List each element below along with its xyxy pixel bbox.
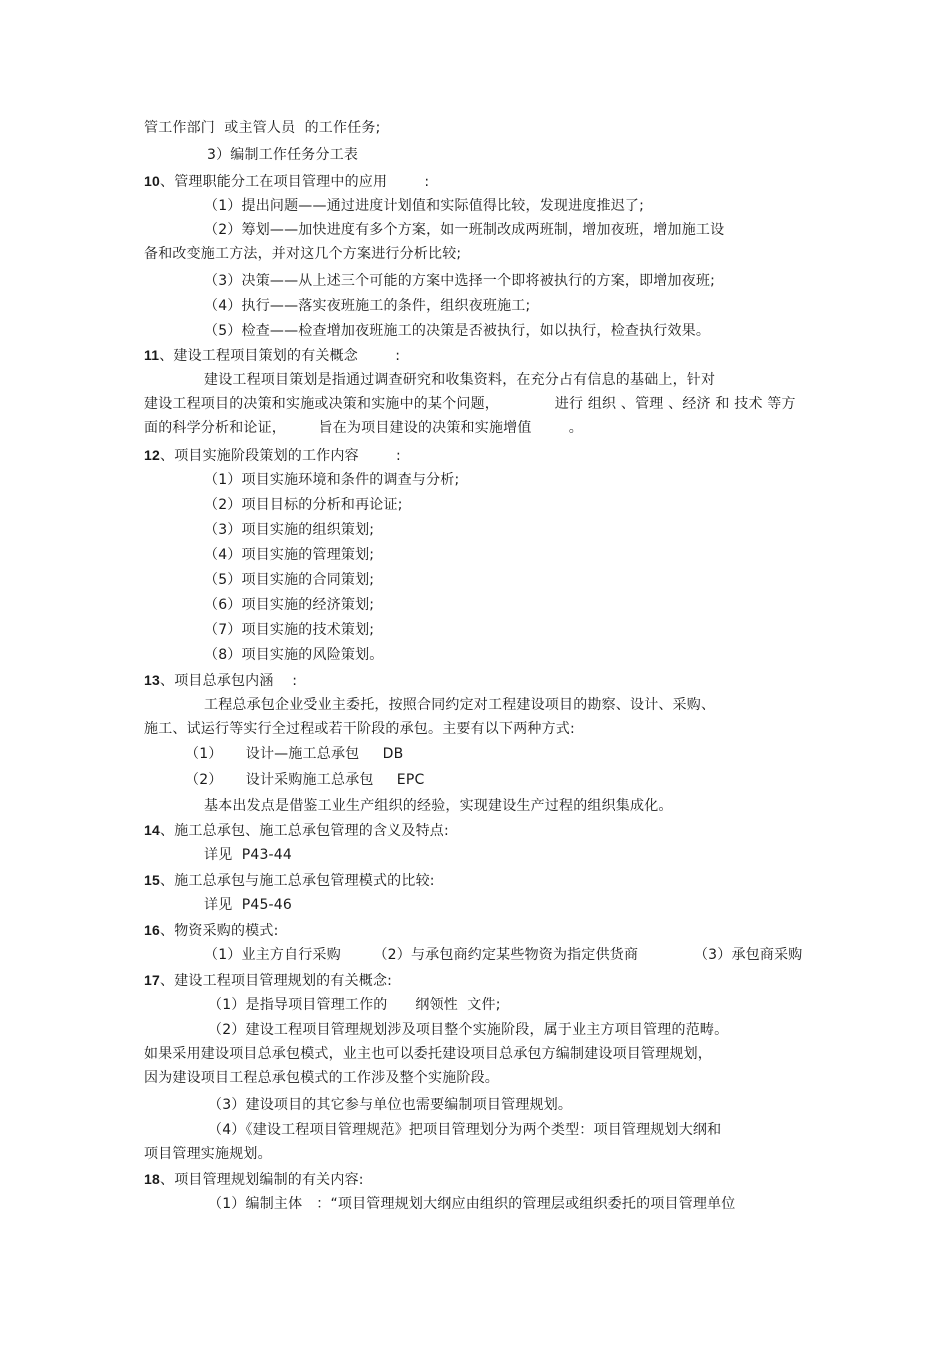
list-item: （8）项目实施的风险策划。 bbox=[204, 647, 384, 663]
paragraph-line: 建设工程项目策划是指通过调查研究和收集资料，在充分占有信息的基础上，针对 bbox=[204, 372, 716, 388]
paragraph-line: 如果采用建设项目总承包模式，业主也可以委托建设项目总承包方编制建设项目管理规划， bbox=[144, 1046, 712, 1062]
section-separator: 、 bbox=[159, 973, 175, 989]
section-heading bbox=[144, 971, 392, 990]
text-line: 备和改变施工方法，并对这几个方案进行分析比较; bbox=[144, 246, 462, 262]
reference-text: 详见 P45-46 bbox=[204, 897, 293, 913]
section-title: 建设工程项目策划的有关概念 : bbox=[173, 348, 401, 364]
section-heading bbox=[144, 821, 449, 840]
section-number: 16 bbox=[144, 922, 160, 938]
list-item: （2） 设计采购施工总承包 EPC bbox=[185, 772, 425, 788]
section-number: 18 bbox=[144, 1171, 160, 1187]
list-item: （5）检查——检查增加夜班施工的决策是否被执行，如以执行，检查执行效果。 bbox=[204, 323, 711, 339]
section-heading bbox=[144, 446, 401, 465]
list-item: （2）项目目标的分析和再论证; bbox=[204, 497, 403, 513]
section-title: 管理职能分工在项目管理中的应用 : bbox=[174, 174, 430, 190]
section-title: 项目总承包内涵 : bbox=[174, 673, 298, 689]
section-title: 物资采购的模式: bbox=[174, 923, 279, 939]
list-item: （1）业主方自行采购 （2）与承包商约定某些物资为指定供货商 （3）承包商采购 bbox=[204, 947, 803, 963]
list-item: （4）执行——落实夜班施工的条件，组织夜班施工; bbox=[204, 298, 531, 314]
list-item: 3）编制工作任务分工表 bbox=[207, 147, 359, 163]
list-item: （3）建设项目的其它参与单位也需要编制项目管理规划。 bbox=[208, 1097, 573, 1113]
list-item: （1） 设计—施工总承包 DB bbox=[185, 746, 404, 762]
paragraph-line: 基本出发点是借鉴工业生产组织的经验，实现建设生产过程的组织集成化。 bbox=[204, 798, 673, 814]
section-heading bbox=[144, 671, 297, 690]
list-item: （2）建设工程项目管理规划涉及项目整个实施阶段，属于业主方项目管理的范畴。 bbox=[208, 1022, 729, 1038]
text-line: 管工作部门 或主管人员 的工作任务; bbox=[144, 120, 381, 136]
section-separator: 、 bbox=[159, 873, 175, 889]
list-item: （7）项目实施的技术策划; bbox=[204, 622, 375, 638]
section-separator: 、 bbox=[159, 448, 175, 464]
paragraph-line: 面的科学分析和论证， 旨在为项目建设的决策和实施增值 。 bbox=[144, 420, 583, 436]
section-title: 建设工程项目管理规划的有关概念: bbox=[174, 973, 393, 989]
list-item: （4）《建设工程项目管理规范》把项目管理划分为两个类型：项目管理规划大纲和 bbox=[208, 1122, 722, 1138]
paragraph-line: 建设工程项目的决策和实施或决策和实施中的某个问题， 进行 组织 、管理 、经济 和 技术 等方 bbox=[144, 396, 796, 412]
list-item: （6）项目实施的经济策划; bbox=[204, 597, 375, 613]
section-separator: 、 bbox=[159, 1172, 175, 1188]
section-number: 13 bbox=[144, 672, 160, 688]
section-number: 15 bbox=[144, 872, 160, 888]
list-item: （1）是指导项目管理工作的 纲领性 文件; bbox=[208, 997, 501, 1013]
section-title: 项目管理规划编制的有关内容: bbox=[174, 1172, 364, 1188]
section-heading bbox=[144, 1170, 364, 1189]
section-title: 施工总承包、施工总承包管理的含义及特点: bbox=[174, 823, 449, 839]
paragraph-line: 工程总承包企业受业主委托，按照合同约定对工程建设项目的勘察、设计、采购、 bbox=[204, 697, 716, 713]
section-separator: 、 bbox=[159, 923, 175, 939]
section-heading bbox=[144, 921, 279, 940]
list-item: （5）项目实施的合同策划; bbox=[204, 572, 375, 588]
list-item: （1）提出问题——通过进度计划值和实际值得比较，发现进度推迟了; bbox=[204, 198, 645, 214]
section-separator: 、 bbox=[159, 348, 174, 364]
paragraph-line: 项目管理实施规划。 bbox=[144, 1146, 272, 1162]
section-title: 项目实施阶段策划的工作内容 : bbox=[174, 448, 401, 464]
section-separator: 、 bbox=[159, 174, 175, 190]
list-item: （2）筹划——加快进度有多个方案，如一班制改成两班制，增加夜班，增加施工设 bbox=[204, 222, 725, 238]
section-separator: 、 bbox=[159, 673, 175, 689]
section-number: 12 bbox=[144, 447, 160, 463]
list-item: （4）项目实施的管理策划; bbox=[204, 547, 375, 563]
reference-text: 详见 P43-44 bbox=[204, 847, 293, 863]
section-number: 10 bbox=[144, 173, 160, 189]
paragraph-line: 因为建设项目工程总承包模式的工作涉及整个实施阶段。 bbox=[144, 1070, 499, 1086]
section-heading bbox=[144, 871, 435, 890]
section-heading bbox=[144, 346, 400, 365]
section-separator: 、 bbox=[159, 823, 175, 839]
section-number: 17 bbox=[144, 972, 160, 988]
list-item: （3）决策——从上述三个可能的方案中选择一个即将被执行的方案，即增加夜班; bbox=[204, 273, 716, 289]
section-number: 14 bbox=[144, 822, 160, 838]
section-title: 施工总承包与施工总承包管理模式的比较: bbox=[174, 873, 435, 889]
section-heading bbox=[144, 172, 429, 191]
list-item: （1）编制主体 ：“项目管理规划大纲应由组织的管理层或组织委托的项目管理单位 bbox=[208, 1196, 736, 1212]
list-item: （3）项目实施的组织策划; bbox=[204, 522, 375, 538]
list-item: （1）项目实施环境和条件的调查与分析; bbox=[204, 472, 460, 488]
paragraph-line: 施工、试运行等实行全过程或若干阶段的承包。主要有以下两种方式: bbox=[144, 721, 575, 737]
section-number: 11 bbox=[144, 347, 160, 363]
